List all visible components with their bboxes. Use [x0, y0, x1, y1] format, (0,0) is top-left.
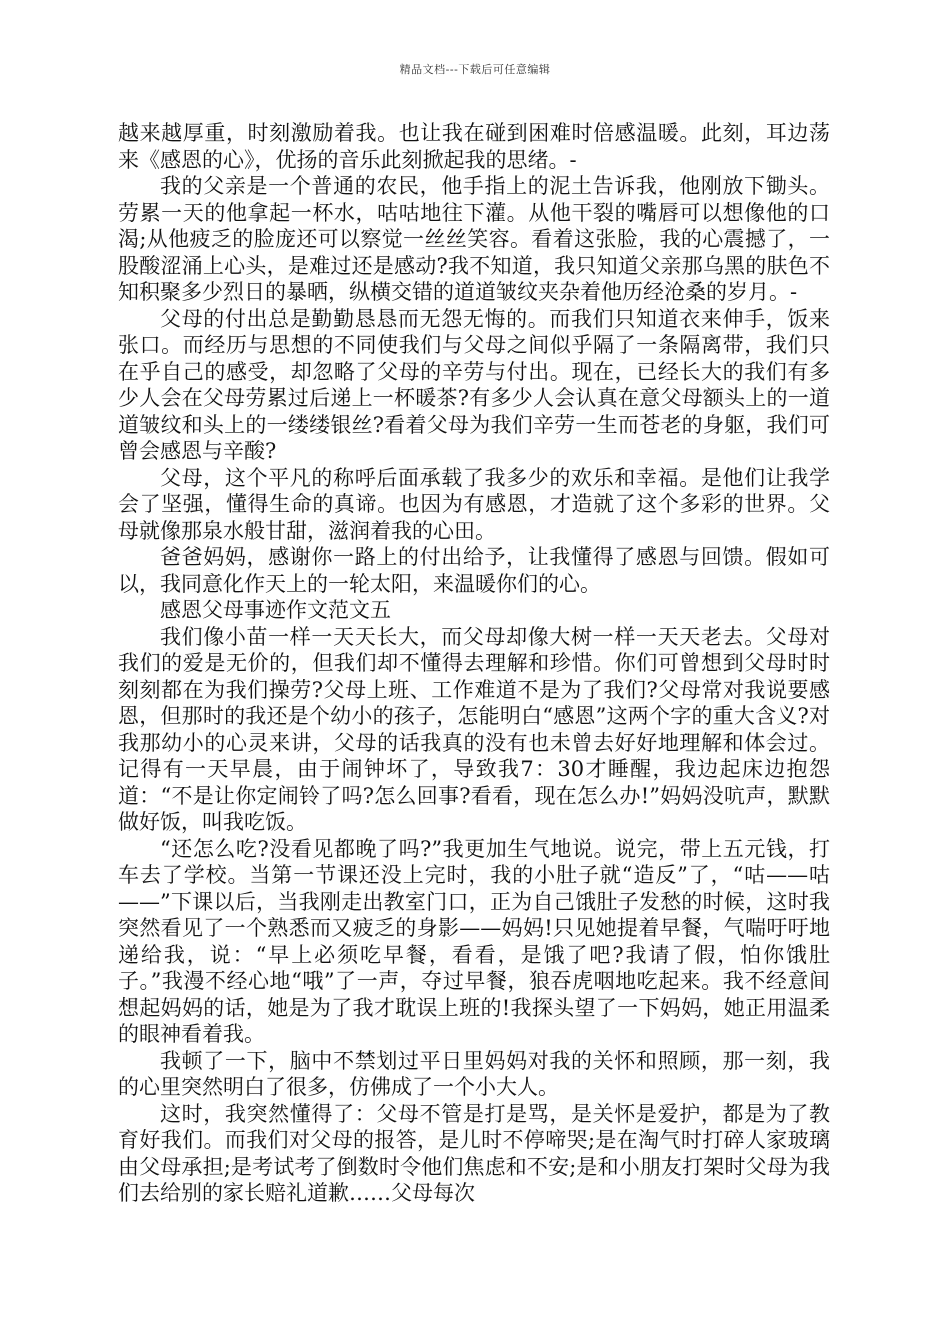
- paragraph: 这时，我突然懂得了：父母不管是打是骂，是关怀是爱护，都是为了教育好我们。而我们对父母的报答，是儿时不停啼哭;是在淘气时打碎人家玻璃由父母承担;是考试考了倒数时令他们焦虑和不安;是和小朋友打架时父母为我们去给别的家长赔礼道歉……父母每次: [118, 1101, 830, 1205]
- section-heading: 感恩父母事迹作文范文五: [160, 598, 391, 622]
- paragraph: 我的父亲是一个普通的农民，他手指上的泥土告诉我，他刚放下锄头。劳累一天的他拿起一杯水，咕咕地往下灌。从他干裂的嘴唇可以想像他的口渴;从他疲乏的脸庞还可以察觉一丝丝笑容。看着这张脸，我的心震撼了，一股酸涩涌上心头，是难过还是感动?我不知道，我只知道父亲那乌黑的肤色不知积聚多少烈日的暴晒，纵横交错的道道皱纹夹杂着他历经沧桑的岁月。-: [118, 174, 830, 304]
- paragraph: 越来越厚重，时刻激励着我。也让我在碰到困难时倍感温暖。此刻，耳边荡来《感恩的心》，优扬的音乐此刻掀起我的思绪。-: [118, 121, 830, 172]
- paragraph: 父母，这个平凡的称呼后面承载了我多少的欢乐和幸福。是他们让我学会了坚强，懂得生命的真谛。也因为有感恩，才造就了这个多彩的世界。父母就像那泉水般甘甜，滋润着我的心田。: [118, 465, 830, 543]
- paragraph: “还怎么吃?没看见都晚了吗?”我更加生气地说。说完，带上五元钱，打车去了学校。当第一节课还没上完时，我的小肚子就“造反”了，“咕——咕——”下课以后，当我刚走出教室门口，正为自己饿肚子发愁的时候，这时我突然看见了一个熟悉而又疲乏的身影——妈妈!只见她提着早餐，气喘吁吁地递给我，说：“早上必须吃早餐，看看，是饿了吧?我请了假，怕你饿肚子。”我漫不经心地“哦”了一声，夺过早餐，狼吞虎咽地吃起来。我不经意间想起妈妈的话，她是为了我才耽误上班的!我探头望了一下妈妈，她正用温柔的眼神看着我。: [118, 836, 830, 1046]
- paragraph: 父母的付出总是勤勤恳恳而无怨无悔的。而我们只知道衣来伸手，饭来张口。而经历与思想的不同使我们与父母之间似乎隔了一条隔离带，我们只在乎自己的感受，却忽略了父母的辛劳与付出。现在，已经长大的我们有多少人会在父母劳累过后递上一杯暖茶?有多少人会认真在意父母额头上的一道道皱纹和头上的一缕缕银丝?看着父母为我们辛劳一生而苍老的身躯，我们可曾会感恩与辛酸?: [118, 306, 830, 463]
- document-body: [118, 120, 830, 1207]
- paragraph: 我们像小苗一样一天天长大，而父母却像大树一样一天天老去。父母对我们的爱是无价的，但我们却不懂得去理解和珍惜。你们可曾想到父母时时刻刻都在为我们操劳?父母上班、工作难道不是为了我们?父母常对我说要感恩，但那时的我还是个幼小的孩子，怎能明白“感恩”这两个字的重大含义?对我那幼小的心灵来讲，父母的话我真的没有也未曾去好好地理解和体会过。记得有一天早晨，由于闹钟坏了，导致我7：30才睡醒，我边起床边抱怨道：“不是让你定闹铃了吗?怎么回事?看看，现在怎么办!”妈妈没吭声，默默做好饭，叫我吃饭。: [118, 624, 830, 834]
- paragraph: 爸爸妈妈，感谢你一路上的付出给予，让我懂得了感恩与回馈。假如可以，我同意化作天上的一轮太阳，来温暖你们的心。: [118, 545, 830, 596]
- paragraph: 我顿了一下，脑中不禁划过平日里妈妈对我的关怀和照顾，那一刻，我的心里突然明白了很多，仿佛成了一个小大人。: [118, 1048, 830, 1099]
- page-header: 精品文档---下载后可任意编辑: [399, 63, 551, 76]
